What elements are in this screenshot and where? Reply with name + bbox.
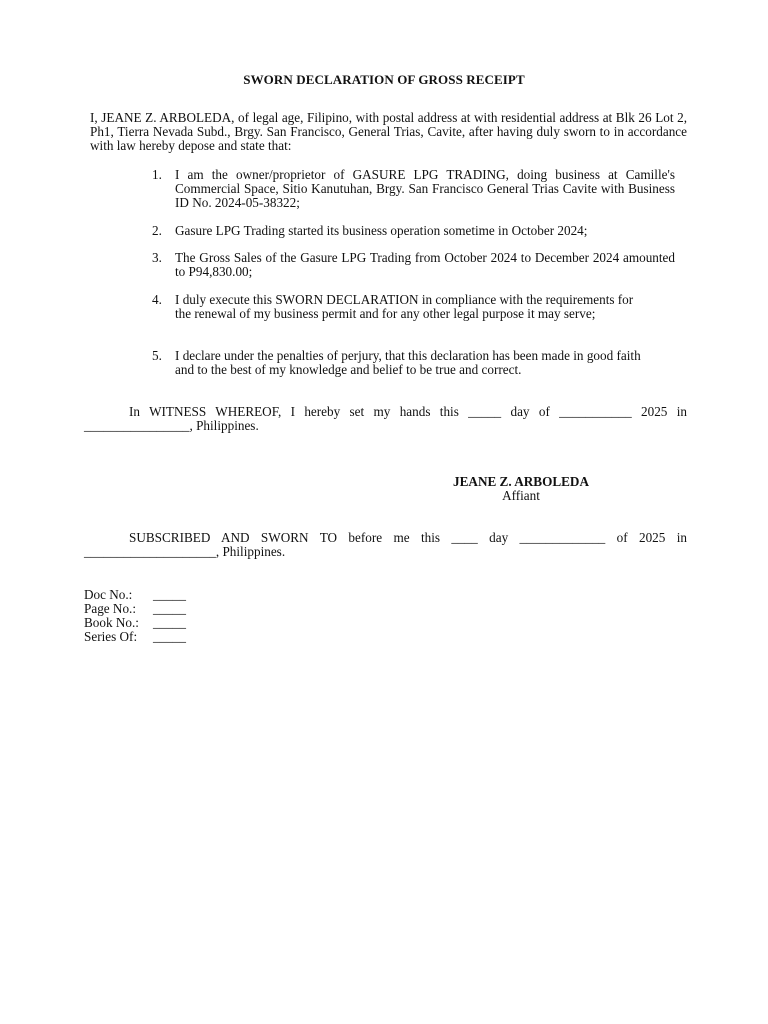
list-item	[148, 293, 638, 321]
notary-details	[84, 588, 186, 644]
list-item	[148, 251, 675, 279]
list-item	[148, 168, 675, 210]
notary-value: _____	[153, 629, 186, 644]
item-number: 3.	[152, 250, 162, 265]
item-text: I duly execute this SWORN DECLARATION in compliance with the requirements for the renewal of my business permit and for any other legal purpose it may serve;	[175, 292, 634, 321]
item-number: 2.	[152, 223, 162, 238]
notary-label: Series Of:	[84, 629, 138, 644]
jurat-paragraph: SUBSCRIBED AND SWORN TO before me this ____ day _____________ of 2025 in ____________________, Philippines.	[84, 530, 687, 559]
notary-value: _____	[153, 615, 186, 630]
signature-block	[400, 475, 642, 503]
notary-label: Book No.:	[84, 615, 139, 630]
item-number: 5.	[152, 348, 162, 363]
item-text: I am the owner/proprietor of GASURE LPG TRADING, doing business at Camille's Commercial Space, Sitio Kanutuhan, Brgy. San Francisco General Trias Cavite with Business ID No. 2024-05-38322;	[175, 167, 675, 210]
item-text: The Gross Sales of the Gasure LPG Trading from October 2024 to December 2024 amounted to P94,830.00;	[175, 250, 675, 279]
item-text: Gasure LPG Trading started its business operation sometime in October 2024;	[175, 223, 588, 238]
witness-paragraph: In WITNESS WHEREOF, I hereby set my hands this _____ day of ___________ 2025 in ________________, Philippines.	[84, 404, 687, 433]
notary-row	[84, 616, 186, 630]
notary-label: Page No.:	[84, 601, 137, 616]
notary-value: _____	[153, 601, 186, 616]
intro-paragraph: I, JEANE Z. ARBOLEDA, of legal age, Filipino, with postal address at with residential address at Blk 26 Lot 2, Ph1, Tierra Nevada Subd., Brgy. San Francisco, General Trias, Cavite, after having duly sworn to in accordance with law hereby depose and state that:	[90, 110, 687, 153]
affiant-role: Affiant	[502, 488, 540, 503]
item-number: 4.	[152, 292, 162, 307]
notary-label: Doc No.:	[84, 587, 133, 602]
list-item	[148, 349, 648, 377]
notary-row	[84, 588, 186, 602]
notary-row	[84, 630, 186, 644]
item-number: 1.	[152, 167, 162, 182]
item-text: I declare under the penalties of perjury, that this declaration has been made in good faith and to the best of my knowledge and belief to be true and correct.	[175, 348, 641, 377]
document-title: SWORN DECLARATION OF GROSS RECEIPT	[243, 72, 525, 87]
affiant-name: JEANE Z. ARBOLEDA	[453, 474, 589, 489]
list-item	[148, 224, 675, 238]
notary-row	[84, 602, 186, 616]
notary-value: _____	[153, 587, 186, 602]
